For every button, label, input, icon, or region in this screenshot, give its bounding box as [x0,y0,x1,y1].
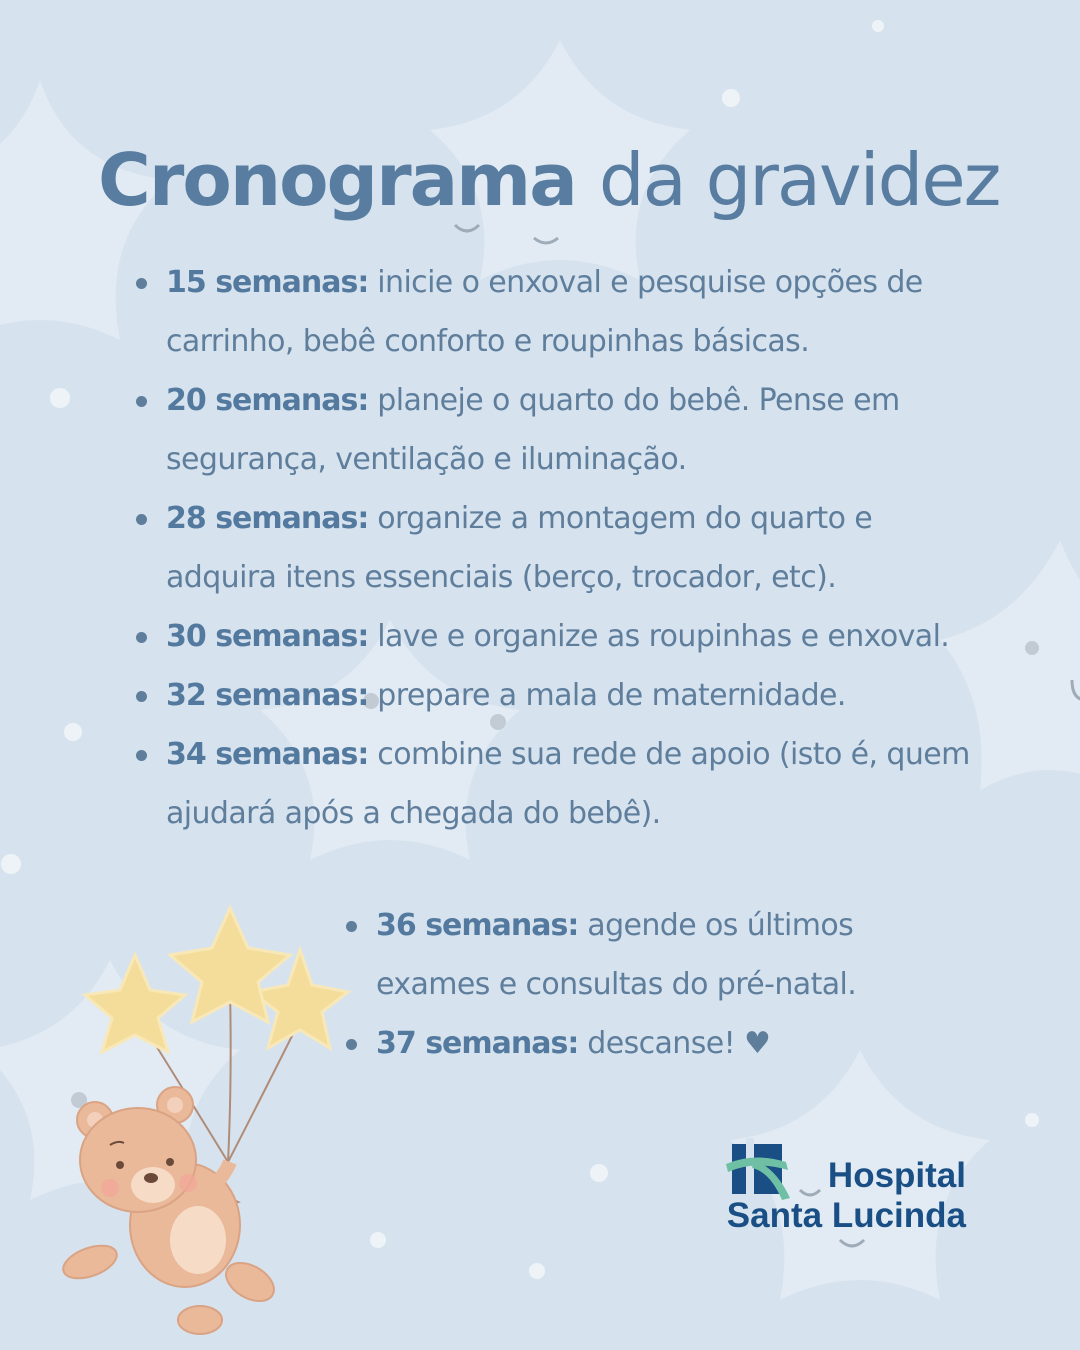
week-label: 37 semanas: [376,1026,579,1061]
star-balloon-icon [85,908,348,1052]
page-title [98,140,1018,220]
item-text: organize a montagem do quarto e adquira itens essenciais (berço, trocador, etc). [166,501,873,595]
logo-line-2: Santa Lucinda [726,1196,966,1235]
week-label: 30 semanas: [166,619,369,654]
list-item [166,489,976,607]
title-bold: Cronograma [98,138,576,222]
list-item [166,725,976,843]
week-label: 34 semanas: [166,737,369,772]
heart-icon: ♥ [743,1026,771,1061]
week-label: 15 semanas: [166,265,369,300]
list-item [166,371,976,489]
list-item [166,253,976,371]
item-text: combine sua rede de apoio (isto é, quem ajudará após a chegada do bebê). [166,737,970,831]
logo-line-1: Hospital [827,1156,966,1195]
teddy-bear-icon [50,900,380,1350]
week-label: 28 semanas: [166,501,369,536]
week-label: 20 semanas: [166,383,369,418]
week-label: 36 semanas: [376,908,579,943]
timeline-list-continued [376,896,936,1073]
item-text: lave e organize as roupinhas e enxoval. [377,619,950,654]
item-text: planeje o quarto do bebê. Pense em segurança, ventilação e iluminação. [166,383,900,477]
title-light: da gravidez [598,138,1000,222]
item-text: inicie o enxoval e pesquise opções de carrinho, bebê conforto e roupinhas básicas. [166,265,923,359]
week-label: 32 semanas: [166,678,369,713]
list-item [376,1014,936,1073]
list-item [166,666,976,725]
list-item [376,896,936,1014]
item-text: prepare a mala de maternidade. [377,678,846,713]
item-text: descanse! [587,1026,736,1061]
item-text: agende os últimos exames e consultas do pré-natal. [376,908,857,1002]
hospital-logo [724,1138,984,1248]
logo-text [724,1156,966,1236]
timeline-list [166,253,976,843]
list-item [166,607,976,666]
